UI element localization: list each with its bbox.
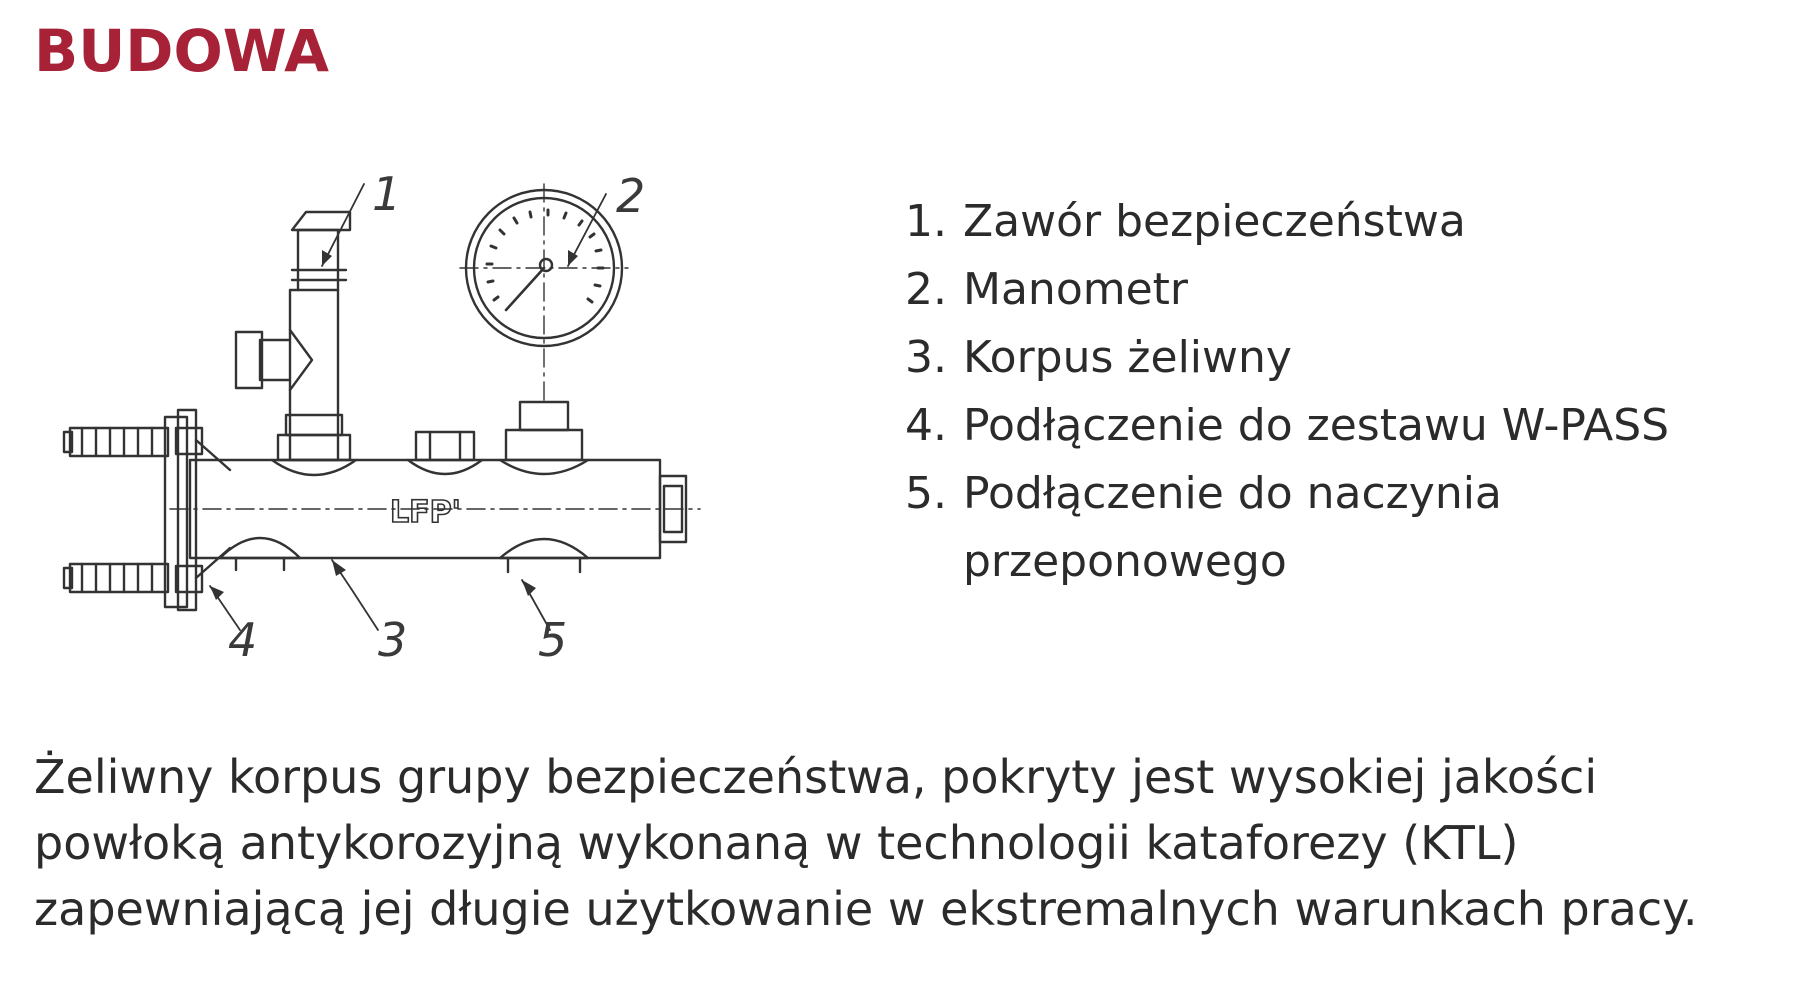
diagram-label-4: 4	[228, 613, 258, 667]
legend-item	[905, 188, 1669, 256]
diagram-label-2: 2	[616, 170, 646, 223]
lfp-logo: LFP'	[390, 495, 461, 530]
page-title: BUDOWA	[34, 17, 330, 85]
legend-item-text: Podłączenie do zestawu W-PASS	[963, 400, 1670, 451]
legend-item-text: Korpus żeliwny	[963, 332, 1292, 383]
legend-item-text: Zawór bezpieczeństwa	[963, 196, 1466, 247]
safety-group-drawing-icon	[60, 170, 760, 670]
legend-item-number: 2.	[905, 264, 947, 315]
legend-item-number: 3.	[905, 332, 947, 383]
parts-legend	[905, 188, 1669, 596]
legend-item-number: 4.	[905, 400, 947, 451]
legend-item	[905, 392, 1669, 460]
diagram-label-3: 3	[378, 613, 408, 667]
legend-item-number: 1.	[905, 196, 947, 247]
legend-item	[905, 256, 1669, 324]
legend-item-text: Manometr	[963, 264, 1189, 315]
diagram-label-5: 5	[538, 613, 568, 667]
safety-group-diagram	[60, 170, 760, 670]
diagram-label-1: 1	[372, 170, 402, 221]
legend-item	[905, 460, 1669, 596]
legend-item	[905, 324, 1669, 392]
legend-item-number: 5.	[905, 468, 947, 519]
legend-item-text: Podłączenie do naczynia przeponowego	[963, 468, 1502, 587]
description-paragraph: Żeliwny korpus grupy bezpieczeństwa, pokryty jest wysokiej jakości powłoką antykorozyjną wykonaną w technologii kataforezy (KTL) zapewniającą jej długie użytkowanie w ekstremalnych warunkach pracy.	[34, 750, 1698, 936]
